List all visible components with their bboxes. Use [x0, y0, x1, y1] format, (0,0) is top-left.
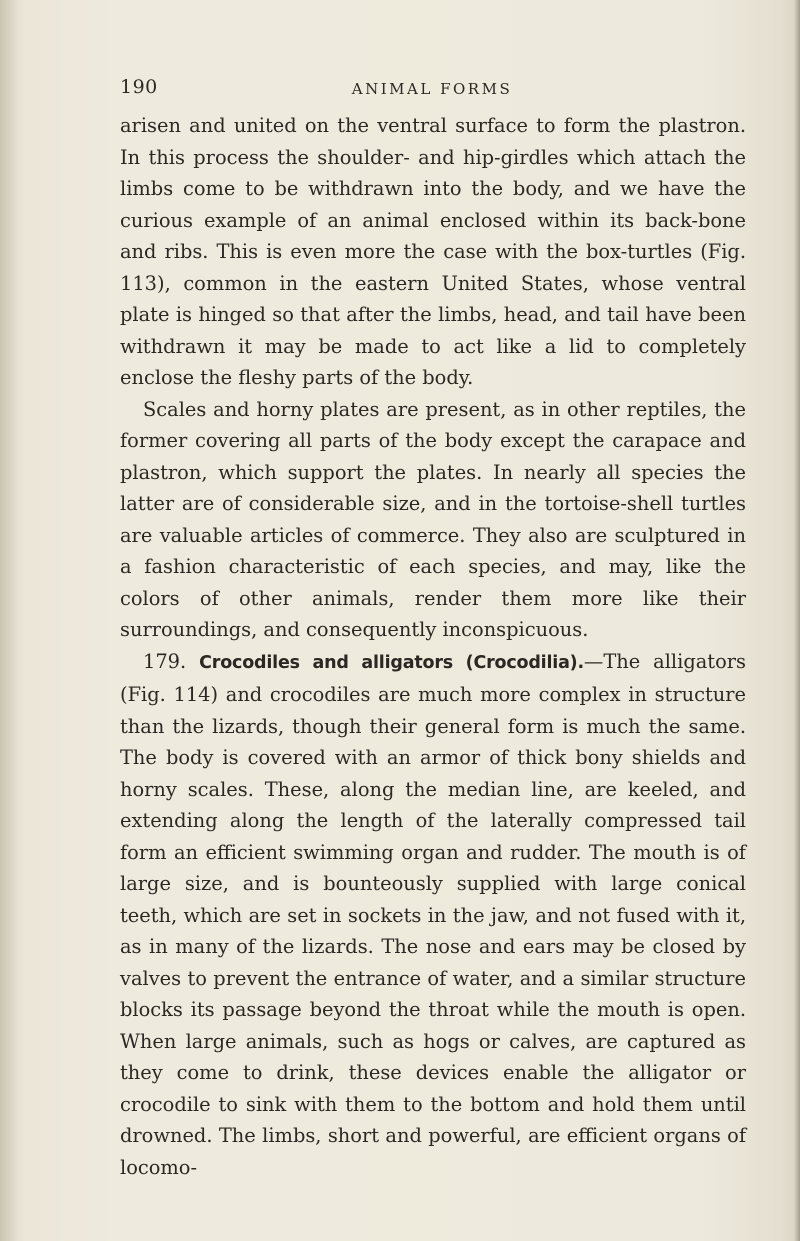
binding-shadow [0, 0, 18, 1241]
section-number: 179. [143, 649, 187, 673]
section-text: —The alligators (Fig. 114) and crocodiles are much more complex in structure than the lizards, though their general form is much the same. The body is covered with an armor of thick bony shields and horny scales. These, along the median line, are keeled, and extending along the length of the laterally compressed tail form an efficient swimming organ and rudder. The mouth is of large size, and is bounteously supplied with large conical teeth, which are set in sockets in the jaw, and not fused with it, as in many of the lizards. The nose and ears may be closed by valves to prevent the entrance of water, and a similar structure blocks its passage beyond the throat while the mouth is open. When large animals, such as hogs or calves, are captured as they come to drink, these devices enable the alligator or crocodile to sink with them to the bottom and hold them until drowned. The limbs, short and powerful, are efficient organs of locomo- [120, 649, 746, 1179]
paragraph-continued: arisen and united on the ventral surface to form the plastron. In this process the shoulder- and hip-girdles which attach the limbs come to be withdrawn into the body, and we have the curious example of an animal enclosed within its back-bone and ribs. This is even more the case with the box-turtles (Fig. 113), common in the eastern United States, whose ventral plate is hinged so that after the limbs, head, and tail have been withdrawn it may be made to act like a lid to completely enclose the fleshy parts of the body. [120, 114, 746, 389]
section-heading: Crocodiles and alligators (Crocodilia). [199, 652, 584, 673]
running-head: ANIMAL FORMS [351, 80, 513, 98]
body-text [120, 110, 746, 1183]
paragraph-crocodilia [120, 646, 746, 1184]
page-number: 190 [120, 76, 158, 98]
page-header [120, 76, 744, 106]
page-edge [794, 0, 800, 1241]
paragraph-scales: Scales and horny plates are present, as in other reptiles, the former covering all parts of the body except the carapace and plastron, which support the plates. In nearly all species the latter are of considerable size, and in the tortoise-shell turtles are valuable articles of commerce. They also are sculptured in a fashion characteristic of each species, and may, like the colors of other animals, render them more like their surroundings, and consequently inconspicuous. [120, 397, 746, 641]
